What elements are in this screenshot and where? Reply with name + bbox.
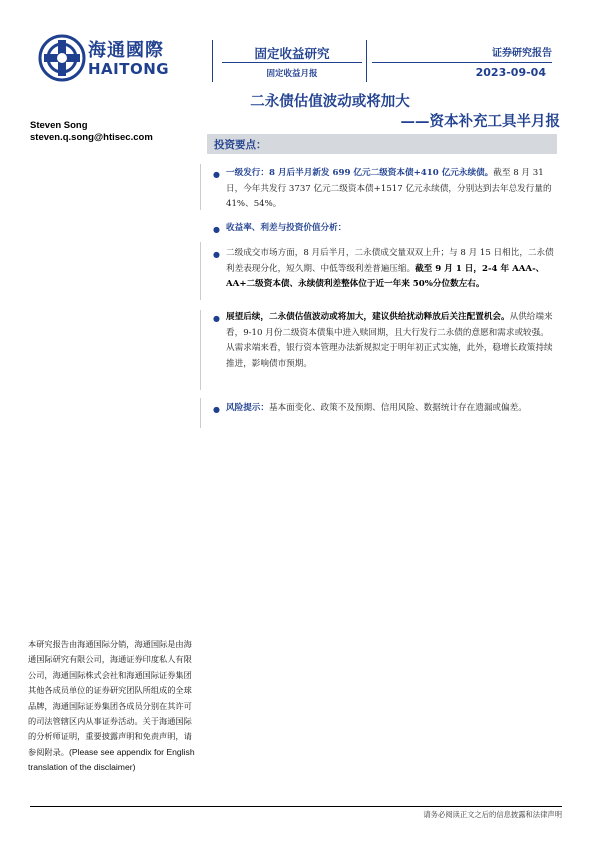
key-point-yield-heading: 收益率、利差与投资价值分析：	[226, 223, 347, 233]
footer-rule	[30, 806, 562, 807]
key-point-outlook: 展望后续，二永债估值波动或将加大，建议供给扰动释放后关注配置机会。从供给端来看，9-10 月份二级资本债集中进入赎回期，且大行发行二永债的意愿和需求或较强。从需求端来看，银行资本管理办法新规拟定于明年初正式实施，此外，稳增长政策持续推进，影响债市预期。	[226, 312, 553, 369]
disclaimer-chinese: 本研究报告由海通国际分销，海通国际是由海通国际研究有限公司，海通证券印度私人有限公司，海通国际株式会社和海通国际证券集团其他各成员单位的证券研究团队所组成的全球品牌，海通国际证券集团各成员分别在其许可的司法管辖区内从事证券活动。关于海通国际的分析师证明，重要披露声明和免责声明，请参阅附录。	[28, 639, 192, 757]
report-series: 固定收益月报	[266, 69, 318, 79]
bullet-dot-icon: ●	[213, 250, 220, 259]
logo-english-name: HAITONG	[88, 60, 170, 78]
header-rule	[222, 62, 362, 63]
key-point-spreads: 二级成交市场方面，8 月后半月，二永债成交量双双上升；与 8 月 15 日相比，二永债利差表现分化，短久期、中低等级利差普遍压缩。截至 9 月 1 日，2-4 年 AAA-、AA+二级资本债、永续债利差整体位于近一年来 50%分位数左右。	[226, 248, 554, 290]
footer-notice: 请务必阅读正文之后的信息披露和法律声明	[423, 810, 562, 819]
haitong-logo-icon	[38, 34, 86, 82]
report-date: 2023-09-04	[475, 66, 546, 79]
report-category: 固定收益研究	[254, 46, 330, 61]
report-type: 证券研究报告	[492, 48, 552, 59]
disclaimer	[28, 637, 198, 776]
header-rule	[372, 62, 552, 63]
bullet-dot-icon: ●	[213, 225, 220, 234]
author-email[interactable]: steven.q.song@htisec.com	[30, 132, 153, 143]
header-divider	[212, 40, 213, 82]
author-name: Steven Song	[30, 120, 88, 131]
logo-chinese-name: 海通國際	[88, 40, 164, 61]
key-point-issuance: 一级发行：8 月后半月新发 699 亿元二级资本债+410 亿元永续债。截至 8 月 31 日，今年共发行 3737 亿元二级资本债+1517 亿元永续债，分别达到去年总发行量的 41%、54%。	[226, 168, 552, 210]
bullet-dot-icon: ●	[213, 405, 220, 414]
report-title: 二永债估值波动或将加大	[250, 93, 410, 110]
disclaimer-english: (Please see appendix for English translation of the disclaimer)	[28, 746, 195, 773]
report-subtitle: ——资本补充工具半月报	[400, 113, 560, 130]
header-divider	[366, 40, 367, 82]
bullet-dot-icon: ●	[213, 170, 220, 179]
key-points-heading: 投资要点：	[214, 139, 267, 151]
key-point-risk: 风险提示：基本面变化、政策不及预期、信用风险、数据统计存在遗漏或偏差。	[226, 403, 527, 413]
author-block	[30, 120, 153, 144]
bullet-dot-icon: ●	[213, 314, 220, 323]
